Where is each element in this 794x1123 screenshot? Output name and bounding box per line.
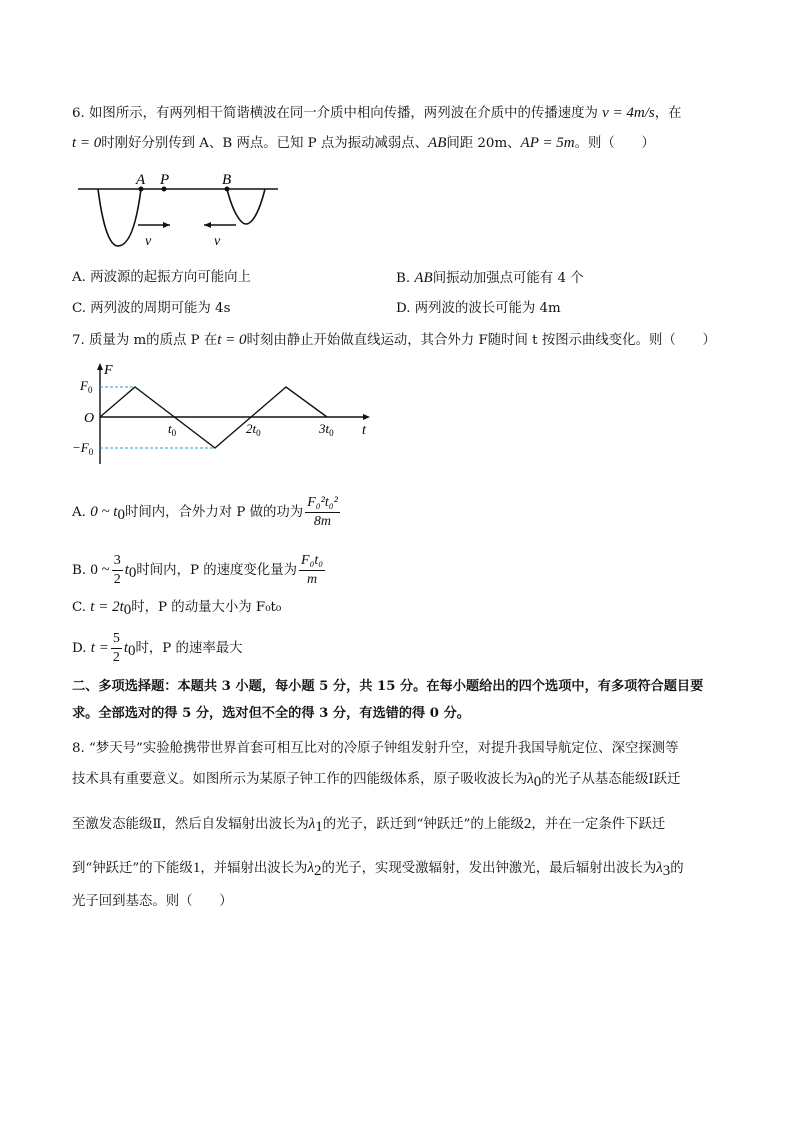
q6-speed-math: v = 4m/s — [602, 105, 655, 121]
q8-line-1: 8. “梦天号”实验舱携带世界首套可相互比对的冷原子钟组发射升空，对提升我国导航定位、深空探测等 — [72, 741, 679, 756]
q8-line-4-text-2: ，并辐射出波长为 — [200, 861, 308, 876]
section2-heading-line2: 求。全部选对的得 5 分，选对但不全的得 3 分，有选错的得 0 分。 — [72, 706, 470, 721]
q8-lambda2: λ — [307, 860, 314, 876]
q6-stem-text-3: 时刚好分别传到 A、B 两点。已知 P 点为振动减弱点、 — [101, 136, 429, 151]
q8-line-3: 至激发态能级Ⅱ，然后自发辐射出波长为$\lambda_1$的光子，跃迁到“钟跃迁”的上能级2，并在一定条件下跃迁 — [72, 816, 666, 835]
q7-option-b-range-num: 3 — [112, 552, 123, 571]
q7-option-d-num: 5 — [111, 630, 122, 649]
q7-option-d-den: 2 — [112, 650, 120, 665]
q7-option-b-range-fraction — [112, 552, 123, 589]
q6-stem-end: 。则（ ） — [574, 136, 655, 151]
q6-line-2 — [72, 133, 655, 154]
q7-option-a-range: 0 ~ t — [90, 504, 118, 520]
q8-line-4-text-4: 的 — [670, 861, 684, 876]
q7-option-d[interactable]: D. t = $\frac{5}{2}$ $t_0$时，P 的速率最大 — [72, 631, 243, 665]
q7-t-axis-arrow — [363, 414, 370, 420]
q7-option-b-fraction — [299, 552, 325, 589]
q8-lambda0: λ — [527, 771, 534, 787]
q6-option-b-prefix: B. — [396, 271, 415, 286]
q6-stem-text-2: ，在 — [654, 106, 682, 121]
q7-option-c-text: 时，P 的动量大小为 F₀t₀ — [131, 600, 282, 615]
q8-line-4: 到“钟跃迁”的下能级1，并辐射出波长为$\lambda_2$的光子，实现受激辐射，发出钟激光，最后辐射出波长为$\lambda_3$的 — [72, 860, 684, 879]
q7-option-a-text: 时间内，合外力对 P 做的功为 — [124, 505, 304, 520]
q7-label-origin: O — [84, 411, 95, 426]
q6-label-a: A — [136, 172, 146, 188]
q8-line-4-text-3: 的光子，实现受激辐射，发出钟激光，最后辐射出波长为 — [321, 861, 657, 876]
q8-level-2: 2 — [523, 816, 532, 832]
q8-line-5: 光子回到基态。则（ ） — [72, 894, 233, 909]
q6-line-1 — [72, 103, 682, 124]
q7-stem-text: 质量为 m的质点 P 在 — [89, 333, 218, 348]
q6-stem-text: 如图所示，有两列相干简谐横波在同一介质中相向传播，两列波在介质中的传播速度为 — [89, 106, 598, 121]
q6-option-c[interactable] — [72, 299, 230, 319]
q7-tick-2t0: $2t_0$ — [246, 421, 261, 438]
q6-ap-math: AP = 5m — [520, 135, 575, 151]
q8-line-2: 技术具有重要意义。如图所示为某原子钟工作的四能级体系，原子吸收波长为$\lambda_0$的光子从基态能级Ⅰ跃迁 — [72, 771, 681, 790]
q7-force-graph — [72, 360, 382, 470]
q7-option-b-text: 时间内，P 的速度变化量为 — [136, 563, 297, 578]
q6-option-b-text: 间振动加强点可能有 4 个 — [432, 271, 584, 286]
q8-line-2-text: 技术具有重要意义。如图所示为某原子钟工作的四能级体系，原子吸收波长为 — [72, 772, 528, 787]
q8-line-2-text-2: 的光子从基态能级Ⅰ跃迁 — [541, 772, 681, 787]
q7-option-b[interactable]: B. 0 ~ $\frac{3}{2}$ $t_0$时间内，P 的速度变化量为 $\frac{\text{F₀t₀}}{m}$ — [72, 553, 324, 587]
q7-option-d-prefix: D. — [72, 641, 91, 656]
q7-option-b-prefix: B. — [72, 563, 91, 578]
q7-option-b-range-den: 2 — [113, 572, 121, 587]
q6-arrow-right-head — [163, 222, 170, 228]
q8-lambda3: λ — [656, 860, 663, 876]
q7-option-b-denominator: m — [307, 572, 318, 587]
q6-number: 6. — [72, 106, 85, 121]
q6-label-p: P — [160, 172, 170, 188]
q7-option-b-range: 0 ~ — [90, 562, 110, 578]
section2-heading-line1: 二、多项选择题：本题共 3 小题，每小题 5 分，共 15 分。在每小题给出的四个选项中，有多项符合题目要 — [72, 679, 704, 694]
q8-line-3-text-2: 的光子，跃迁到“钟跃迁”的上能级 — [322, 817, 524, 832]
q6-option-d-text: D. 两列波的波长可能为 4m — [396, 301, 561, 316]
q7-option-c-prefix: C. — [72, 600, 91, 615]
q6-option-b-math: AB — [414, 270, 433, 286]
q6-option-a[interactable] — [72, 268, 251, 288]
q7-option-a-numerator: F₀²t₀² — [305, 494, 340, 513]
q7-option-a-prefix: A. — [72, 505, 91, 520]
q6-ab-math: AB — [428, 135, 447, 151]
q8-line-4-text: 到“钟跃迁”的下能级 — [72, 861, 193, 876]
q7-label-f0: $F_0$ — [80, 378, 93, 395]
q6-stem-text-4: 间距 20m、 — [446, 136, 521, 151]
q7-number: 7. — [72, 333, 85, 348]
q6-wave-figure — [78, 168, 288, 254]
q7-option-d-text: 时，P 的速率最大 — [135, 641, 243, 656]
q7-line-1 — [72, 330, 716, 351]
q6-label-v2: v — [214, 234, 221, 249]
q6-option-b[interactable] — [396, 268, 584, 289]
q6-option-d[interactable] — [396, 299, 561, 319]
q6-time-math: t = 0 — [72, 135, 102, 151]
q7-label-f: F — [104, 363, 113, 378]
q7-option-b-numerator: F₀t₀ — [299, 552, 325, 571]
q7-option-a[interactable]: A. 0 ~ $t_0$时间内，合外力对 P 做的功为 $\frac{\text{F₀²t₀²}}{8m}$ — [72, 495, 338, 529]
q7-tick-t0: $t_0$ — [168, 421, 177, 438]
q7-label-negf0: $-F_0$ — [72, 440, 94, 457]
q7-label-t: t — [362, 423, 366, 438]
q7-f-axis-arrow — [97, 363, 103, 370]
q7-option-d-math-end: t — [123, 640, 128, 656]
q7-option-c-math: t = 2t — [90, 599, 124, 615]
q8-lambda1: λ — [308, 816, 316, 832]
q6-option-c-text: C. 两列波的周期可能为 4s — [72, 301, 231, 316]
q6-label-b: B — [222, 172, 232, 188]
q7-option-a-fraction — [305, 494, 340, 531]
q6-wave-left — [98, 189, 141, 246]
q7-stem-text-2: 时刻由静止开始做直线运动，其合外力 F随时间 t 按图示曲线变化。则（ ） — [246, 333, 716, 348]
q7-time-math: t = 0 — [217, 332, 247, 348]
q7-option-b-range-end: t — [124, 562, 129, 578]
q8-line-3-text: 至激发态能级Ⅱ，然后自发辐射出波长为 — [72, 817, 309, 832]
q8-line-3-text-3: ，并在一定条件下跃迁 — [531, 817, 666, 832]
q6-label-v1: v — [145, 234, 152, 249]
q8-level-1: 1 — [192, 860, 201, 876]
q7-option-d-fraction — [111, 630, 122, 667]
q6-arrow-left-head — [204, 222, 211, 228]
q7-option-a-denominator: 8m — [313, 514, 332, 529]
q6-wave-right — [227, 189, 265, 224]
q6-option-a-text: A. 两波源的起振方向可能向上 — [72, 270, 251, 285]
q7-tick-3t0: $3t_0$ — [319, 421, 334, 438]
q7-option-d-math: t = — [90, 640, 109, 656]
q7-option-c[interactable]: C. $t = 2t_0$时，P 的动量大小为 F₀t₀ — [72, 599, 282, 618]
